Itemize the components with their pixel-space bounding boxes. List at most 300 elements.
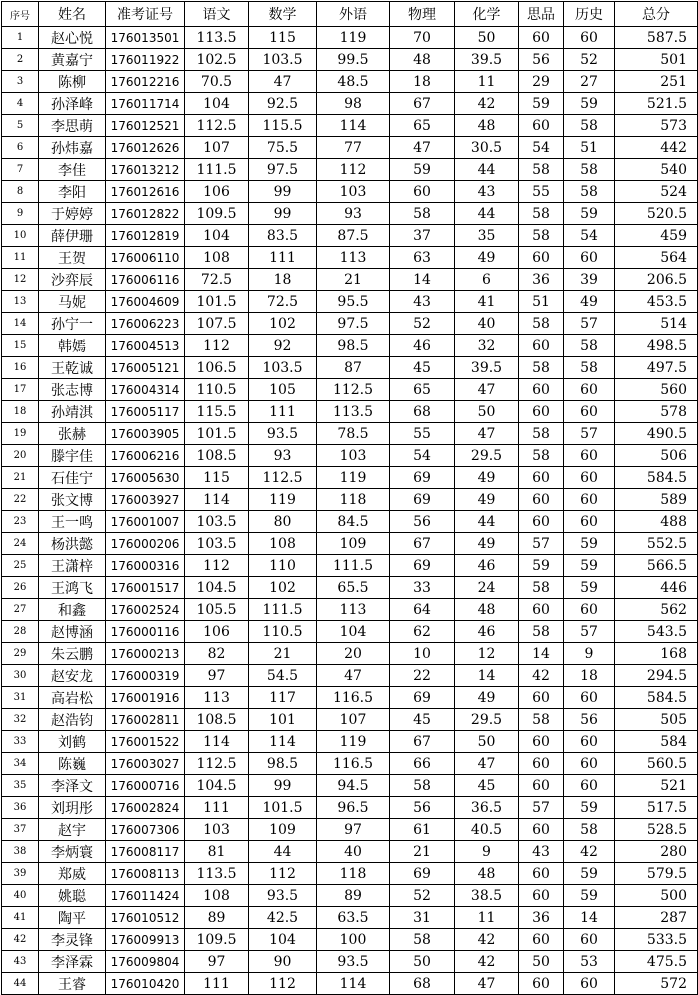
cell-foreign-lang: 103: [317, 181, 390, 203]
cell-name: 赵安龙: [39, 665, 106, 687]
cell-chinese: 110.5: [185, 379, 249, 401]
cell-foreign-lang: 111.5: [317, 555, 390, 577]
cell-total: 453.5: [615, 291, 698, 313]
cell-chemistry: 50: [455, 731, 519, 753]
cell-total: 564: [615, 247, 698, 269]
cell-total: 562: [615, 599, 698, 621]
cell-exam-id: 176002524: [106, 599, 185, 621]
cell-name: 薛伊珊: [39, 225, 106, 247]
cell-physics: 45: [390, 709, 455, 731]
cell-total: 584.5: [615, 687, 698, 709]
cell-exam-id: 176004513: [106, 335, 185, 357]
cell-total: 168: [615, 643, 698, 665]
cell-seq: 35: [2, 775, 39, 797]
cell-total: 520.5: [615, 203, 698, 225]
cell-chinese: 97: [185, 951, 249, 973]
cell-total: 459: [615, 225, 698, 247]
cell-ethics: 59: [519, 93, 564, 115]
cell-foreign-lang: 107: [317, 709, 390, 731]
cell-seq: 27: [2, 599, 39, 621]
cell-total: 573: [615, 115, 698, 137]
cell-math: 42.5: [249, 907, 317, 929]
cell-foreign-lang: 93: [317, 203, 390, 225]
cell-name: 孙宁一: [39, 313, 106, 335]
cell-physics: 62: [390, 621, 455, 643]
cell-ethics: 60: [519, 885, 564, 907]
cell-total: 514: [615, 313, 698, 335]
cell-foreign-lang: 87: [317, 357, 390, 379]
cell-seq: 7: [2, 159, 39, 181]
cell-physics: 37: [390, 225, 455, 247]
cell-chinese: 104: [185, 93, 249, 115]
table-row: [2, 93, 698, 115]
cell-ethics: 60: [519, 489, 564, 511]
cell-math: 117: [249, 687, 317, 709]
cell-ethics: 60: [519, 511, 564, 533]
cell-name: 李阳: [39, 181, 106, 203]
cell-ethics: 58: [519, 423, 564, 445]
cell-chemistry: 38.5: [455, 885, 519, 907]
cell-ethics: 58: [519, 203, 564, 225]
cell-total: 552.5: [615, 533, 698, 555]
cell-exam-id: 176000319: [106, 665, 185, 687]
cell-chemistry: 29.5: [455, 709, 519, 731]
cell-history: 14: [564, 907, 615, 929]
cell-seq: 4: [2, 93, 39, 115]
cell-name: 张赫: [39, 423, 106, 445]
table-row: [2, 115, 698, 137]
cell-math: 99: [249, 775, 317, 797]
cell-chinese: 101.5: [185, 423, 249, 445]
cell-history: 59: [564, 93, 615, 115]
cell-math: 115.5: [249, 115, 317, 137]
cell-history: 60: [564, 401, 615, 423]
cell-total: 578: [615, 401, 698, 423]
header-chemistry: 化学: [455, 2, 519, 27]
cell-seq: 43: [2, 951, 39, 973]
cell-seq: 10: [2, 225, 39, 247]
cell-chinese: 113: [185, 687, 249, 709]
cell-seq: 31: [2, 687, 39, 709]
cell-name: 黄嘉宁: [39, 49, 106, 71]
cell-history: 60: [564, 775, 615, 797]
cell-math: 92.5: [249, 93, 317, 115]
cell-exam-id: 176012626: [106, 137, 185, 159]
table-row: [2, 819, 698, 841]
cell-seq: 5: [2, 115, 39, 137]
cell-seq: 36: [2, 797, 39, 819]
cell-total: 206.5: [615, 269, 698, 291]
cell-exam-id: 176009804: [106, 951, 185, 973]
cell-chinese: 111: [185, 973, 249, 995]
table-row: [2, 643, 698, 665]
cell-chemistry: 49: [455, 489, 519, 511]
cell-chemistry: 40.5: [455, 819, 519, 841]
cell-total: 490.5: [615, 423, 698, 445]
cell-physics: 69: [390, 687, 455, 709]
cell-chinese: 109.5: [185, 929, 249, 951]
cell-exam-id: 176008117: [106, 841, 185, 863]
cell-history: 59: [564, 533, 615, 555]
cell-name: 赵宇: [39, 819, 106, 841]
cell-name: 李灵锋: [39, 929, 106, 951]
cell-chinese: 106: [185, 181, 249, 203]
cell-history: 59: [564, 863, 615, 885]
cell-exam-id: 176011922: [106, 49, 185, 71]
cell-math: 102: [249, 577, 317, 599]
header-seq: 序号: [2, 2, 39, 27]
cell-ethics: 60: [519, 335, 564, 357]
cell-total: 584: [615, 731, 698, 753]
cell-exam-id: 176001916: [106, 687, 185, 709]
cell-total: 584.5: [615, 467, 698, 489]
cell-foreign-lang: 93.5: [317, 951, 390, 973]
cell-foreign-lang: 95.5: [317, 291, 390, 313]
cell-math: 110: [249, 555, 317, 577]
cell-ethics: 60: [519, 819, 564, 841]
cell-chemistry: 40: [455, 313, 519, 335]
cell-history: 58: [564, 819, 615, 841]
cell-chemistry: 44: [455, 159, 519, 181]
cell-total: 572: [615, 973, 698, 995]
cell-exam-id: 176012822: [106, 203, 185, 225]
cell-chinese: 103.5: [185, 533, 249, 555]
cell-name: 张志博: [39, 379, 106, 401]
table-row: [2, 555, 698, 577]
cell-math: 110.5: [249, 621, 317, 643]
cell-chemistry: 11: [455, 907, 519, 929]
cell-ethics: 60: [519, 599, 564, 621]
cell-ethics: 36: [519, 907, 564, 929]
cell-chemistry: 29.5: [455, 445, 519, 467]
cell-foreign-lang: 21: [317, 269, 390, 291]
cell-history: 60: [564, 599, 615, 621]
cell-chinese: 102.5: [185, 49, 249, 71]
cell-seq: 25: [2, 555, 39, 577]
cell-chinese: 70.5: [185, 71, 249, 93]
cell-exam-id: 176004314: [106, 379, 185, 401]
cell-math: 109: [249, 819, 317, 841]
cell-exam-id: 176001007: [106, 511, 185, 533]
cell-seq: 11: [2, 247, 39, 269]
cell-foreign-lang: 119: [317, 731, 390, 753]
cell-history: 60: [564, 731, 615, 753]
cell-foreign-lang: 94.5: [317, 775, 390, 797]
cell-seq: 24: [2, 533, 39, 555]
cell-chinese: 115.5: [185, 401, 249, 423]
cell-chemistry: 50: [455, 401, 519, 423]
cell-physics: 48: [390, 49, 455, 71]
cell-history: 59: [564, 797, 615, 819]
cell-chinese: 103.5: [185, 511, 249, 533]
table-row: [2, 423, 698, 445]
cell-physics: 47: [390, 137, 455, 159]
cell-math: 80: [249, 511, 317, 533]
cell-exam-id: 176006110: [106, 247, 185, 269]
cell-chemistry: 45: [455, 775, 519, 797]
cell-seq: 32: [2, 709, 39, 731]
cell-ethics: 60: [519, 753, 564, 775]
cell-history: 60: [564, 687, 615, 709]
cell-history: 9: [564, 643, 615, 665]
cell-physics: 63: [390, 247, 455, 269]
cell-name: 王鸿飞: [39, 577, 106, 599]
cell-chemistry: 30.5: [455, 137, 519, 159]
cell-seq: 44: [2, 973, 39, 995]
cell-seq: 6: [2, 137, 39, 159]
cell-seq: 3: [2, 71, 39, 93]
cell-seq: 23: [2, 511, 39, 533]
header-ethics: 思品: [519, 2, 564, 27]
cell-physics: 14: [390, 269, 455, 291]
cell-exam-id: 176009913: [106, 929, 185, 951]
cell-seq: 1: [2, 27, 39, 49]
cell-chinese: 101.5: [185, 291, 249, 313]
table-row: [2, 181, 698, 203]
cell-history: 59: [564, 555, 615, 577]
cell-name: 王贺: [39, 247, 106, 269]
table-row: [2, 247, 698, 269]
cell-exam-id: 176002811: [106, 709, 185, 731]
cell-physics: 70: [390, 27, 455, 49]
cell-chemistry: 47: [455, 753, 519, 775]
table-row: [2, 203, 698, 225]
table-row: [2, 951, 698, 973]
cell-foreign-lang: 119: [317, 467, 390, 489]
cell-physics: 61: [390, 819, 455, 841]
cell-chinese: 111: [185, 797, 249, 819]
cell-total: 566.5: [615, 555, 698, 577]
cell-math: 93: [249, 445, 317, 467]
cell-seq: 8: [2, 181, 39, 203]
cell-history: 18: [564, 665, 615, 687]
cell-chinese: 103: [185, 819, 249, 841]
cell-foreign-lang: 77: [317, 137, 390, 159]
table-row: [2, 159, 698, 181]
cell-ethics: 55: [519, 181, 564, 203]
cell-seq: 39: [2, 863, 39, 885]
cell-physics: 58: [390, 929, 455, 951]
cell-chinese: 114: [185, 489, 249, 511]
header-total: 总分: [615, 2, 698, 27]
cell-history: 58: [564, 335, 615, 357]
cell-physics: 58: [390, 775, 455, 797]
cell-chemistry: 41: [455, 291, 519, 313]
cell-total: 287: [615, 907, 698, 929]
cell-name: 孙靖淇: [39, 401, 106, 423]
cell-chinese: 108.5: [185, 709, 249, 731]
cell-chemistry: 49: [455, 533, 519, 555]
cell-name: 于婷婷: [39, 203, 106, 225]
cell-seq: 19: [2, 423, 39, 445]
cell-total: 560.5: [615, 753, 698, 775]
cell-history: 58: [564, 181, 615, 203]
cell-foreign-lang: 20: [317, 643, 390, 665]
cell-physics: 67: [390, 533, 455, 555]
cell-chinese: 112.5: [185, 115, 249, 137]
cell-chemistry: 36.5: [455, 797, 519, 819]
cell-seq: 42: [2, 929, 39, 951]
cell-chemistry: 43: [455, 181, 519, 203]
cell-exam-id: 176000316: [106, 555, 185, 577]
cell-ethics: 60: [519, 973, 564, 995]
cell-exam-id: 176010512: [106, 907, 185, 929]
cell-total: 540: [615, 159, 698, 181]
cell-ethics: 58: [519, 445, 564, 467]
cell-exam-id: 176004609: [106, 291, 185, 313]
cell-chemistry: 49: [455, 687, 519, 709]
cell-exam-id: 176007306: [106, 819, 185, 841]
cell-history: 60: [564, 247, 615, 269]
cell-foreign-lang: 84.5: [317, 511, 390, 533]
header-chinese: 语文: [185, 2, 249, 27]
cell-history: 58: [564, 159, 615, 181]
cell-physics: 43: [390, 291, 455, 313]
cell-physics: 46: [390, 335, 455, 357]
cell-chemistry: 35: [455, 225, 519, 247]
cell-ethics: 58: [519, 225, 564, 247]
cell-seq: 30: [2, 665, 39, 687]
cell-foreign-lang: 98.5: [317, 335, 390, 357]
cell-total: 442: [615, 137, 698, 159]
cell-chemistry: 6: [455, 269, 519, 291]
cell-total: 446: [615, 577, 698, 599]
cell-exam-id: 176012216: [106, 71, 185, 93]
table-row: [2, 863, 698, 885]
cell-ethics: 51: [519, 291, 564, 313]
table-row: [2, 335, 698, 357]
cell-history: 57: [564, 621, 615, 643]
cell-seq: 34: [2, 753, 39, 775]
cell-name: 陶平: [39, 907, 106, 929]
cell-exam-id: 176000716: [106, 775, 185, 797]
cell-math: 93.5: [249, 885, 317, 907]
cell-math: 105: [249, 379, 317, 401]
cell-total: 521.5: [615, 93, 698, 115]
cell-ethics: 59: [519, 555, 564, 577]
cell-math: 111: [249, 401, 317, 423]
cell-history: 49: [564, 291, 615, 313]
cell-total: 498.5: [615, 335, 698, 357]
cell-ethics: 57: [519, 797, 564, 819]
cell-chinese: 72.5: [185, 269, 249, 291]
cell-ethics: 58: [519, 159, 564, 181]
cell-chinese: 115: [185, 467, 249, 489]
cell-physics: 68: [390, 973, 455, 995]
table-row: [2, 973, 698, 995]
cell-math: 98.5: [249, 753, 317, 775]
cell-history: 60: [564, 467, 615, 489]
cell-seq: 18: [2, 401, 39, 423]
cell-seq: 9: [2, 203, 39, 225]
cell-foreign-lang: 63.5: [317, 907, 390, 929]
cell-exam-id: 176013212: [106, 159, 185, 181]
cell-foreign-lang: 118: [317, 863, 390, 885]
cell-physics: 52: [390, 313, 455, 335]
cell-history: 60: [564, 973, 615, 995]
cell-history: 39: [564, 269, 615, 291]
cell-foreign-lang: 118: [317, 489, 390, 511]
cell-exam-id: 176002824: [106, 797, 185, 819]
cell-total: 533.5: [615, 929, 698, 951]
header-exam-id: 准考证号: [106, 2, 185, 27]
cell-chemistry: 32: [455, 335, 519, 357]
cell-exam-id: 176010420: [106, 973, 185, 995]
cell-name: 赵博涵: [39, 621, 106, 643]
cell-total: 517.5: [615, 797, 698, 819]
cell-name: 高岩松: [39, 687, 106, 709]
score-table: [1, 1, 698, 995]
table-row: [2, 401, 698, 423]
cell-chemistry: 9: [455, 841, 519, 863]
cell-seq: 2: [2, 49, 39, 71]
cell-ethics: 60: [519, 929, 564, 951]
cell-history: 60: [564, 379, 615, 401]
cell-physics: 65: [390, 379, 455, 401]
cell-math: 104: [249, 929, 317, 951]
cell-history: 56: [564, 709, 615, 731]
cell-foreign-lang: 116.5: [317, 753, 390, 775]
cell-total: 251: [615, 71, 698, 93]
cell-math: 102: [249, 313, 317, 335]
cell-total: 524: [615, 181, 698, 203]
cell-ethics: 60: [519, 247, 564, 269]
cell-math: 99: [249, 203, 317, 225]
header-physics: 物理: [390, 2, 455, 27]
table-row: [2, 753, 698, 775]
cell-ethics: 36: [519, 269, 564, 291]
cell-seq: 33: [2, 731, 39, 753]
cell-total: 587.5: [615, 27, 698, 49]
cell-math: 114: [249, 731, 317, 753]
table-row: [2, 687, 698, 709]
cell-exam-id: 176006116: [106, 269, 185, 291]
cell-math: 103.5: [249, 49, 317, 71]
cell-ethics: 60: [519, 731, 564, 753]
cell-ethics: 43: [519, 841, 564, 863]
cell-history: 58: [564, 357, 615, 379]
cell-physics: 10: [390, 643, 455, 665]
cell-chinese: 104: [185, 225, 249, 247]
cell-chinese: 109.5: [185, 203, 249, 225]
cell-name: 王乾诚: [39, 357, 106, 379]
cell-total: 528.5: [615, 819, 698, 841]
cell-chinese: 104.5: [185, 577, 249, 599]
table-row: [2, 533, 698, 555]
cell-seq: 28: [2, 621, 39, 643]
table-row: [2, 797, 698, 819]
table-row: [2, 489, 698, 511]
cell-ethics: 58: [519, 709, 564, 731]
table-row: [2, 907, 698, 929]
cell-chemistry: 11: [455, 71, 519, 93]
cell-physics: 66: [390, 753, 455, 775]
cell-name: 赵心悦: [39, 27, 106, 49]
cell-chinese: 107.5: [185, 313, 249, 335]
table-row: [2, 841, 698, 863]
cell-total: 500: [615, 885, 698, 907]
table-row: [2, 599, 698, 621]
cell-exam-id: 176000116: [106, 621, 185, 643]
cell-seq: 13: [2, 291, 39, 313]
cell-chinese: 82: [185, 643, 249, 665]
cell-math: 72.5: [249, 291, 317, 313]
cell-history: 60: [564, 929, 615, 951]
table-body: [2, 27, 698, 995]
cell-physics: 52: [390, 885, 455, 907]
cell-foreign-lang: 40: [317, 841, 390, 863]
cell-chinese: 112: [185, 555, 249, 577]
